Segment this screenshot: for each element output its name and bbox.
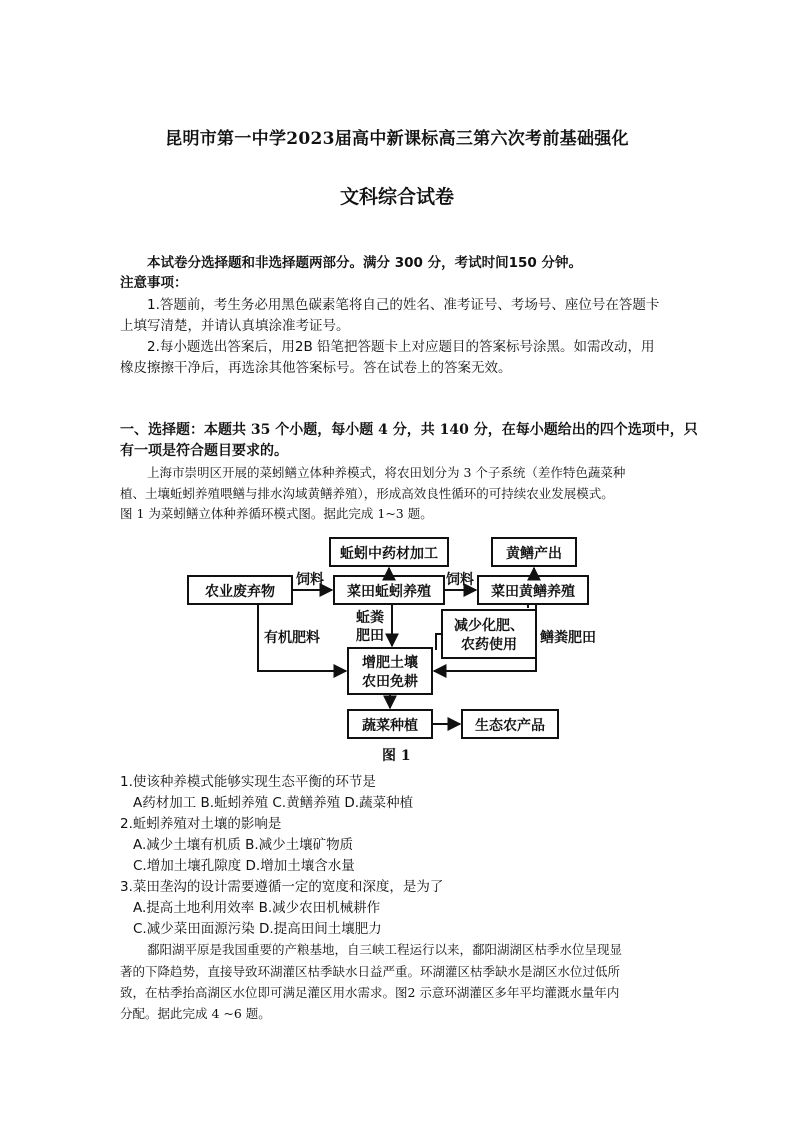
section-1-heading-line-2: 有一项是符合题目要求的。 (120, 443, 288, 459)
note-2-line-1: 2.每小题选出答案后，用2B 铅笔把答题卡上对应题目的答案标号涂黑。如需改动，用 (147, 339, 655, 355)
exam-subtitle: 文科综合试卷 (339, 186, 454, 208)
box-soil-improvement-line-2: 农田免耕 (362, 674, 418, 690)
label-feed-1: 饲料 (296, 572, 324, 588)
box-eco-products (462, 710, 558, 738)
note-1-line-2: 上填写清楚，并请认真填涂准考证号。 (120, 318, 350, 334)
label-eel-dung: 鳝粪肥田 (540, 630, 596, 646)
section-1-heading-line-1: 一、选择题：本题共 35 个小题，每小题 4 分，共 140 分，在每小题给出的四个选项中，只 (120, 422, 698, 438)
box-eel-farming-label: 菜田黄鳝养殖 (491, 584, 575, 600)
passage-1-line-2: 植、土壤蚯蚓养殖喂鳝与排水沟域黄鳝养殖），形成高效良性循环的可持续农业发展模式。 (120, 486, 614, 501)
box-eel-output-label: 黄鳝产出 (506, 546, 562, 562)
label-organic-fertilizer: 有机肥料 (264, 630, 320, 646)
box-reduce-chemicals-line-1: 减少化肥、 (454, 618, 524, 634)
passage-1-line-1: 上海市崇明区开展的菜蚓鳝立体种养模式，将农田划分为 3 个子系统（差作特色蔬菜种 (147, 465, 626, 480)
passage-2-line-1: 鄱阳湖平原是我国重要的产粮基地，自三峡工程运行以来，鄱阳湖湖区枯季水位呈现显 (147, 942, 623, 957)
notes-heading: 注意事项： (120, 275, 188, 291)
question-3-options-line-2: C.减少菜田面源污染 D.提高田间土壤肥力 (133, 921, 382, 937)
box-soil-improvement (348, 648, 432, 694)
box-eel-output (492, 538, 576, 566)
label-worm-dung-line-2: 肥田 (356, 628, 384, 644)
label-worm-dung-line-1: 蚯粪 (356, 610, 384, 626)
figure-1-caption: 图 1 (382, 748, 411, 764)
box-agri-waste-label: 农业废弃物 (205, 584, 275, 600)
exam-title: 昆明市第一中学2023届高中新课标高三第六次考前基础强化 (165, 129, 629, 149)
question-1-options: A药材加工 B.蚯蚓养殖 C.黄鳝养殖 D.蔬菜种植 (133, 795, 414, 811)
passage-2-line-2: 著的下降趋势，直接导致环湖灌区枯季缺水日益严重。环湖灌区枯季缺水是湖区水位过低所 (120, 964, 621, 979)
label-feed-2: 饲料 (446, 572, 474, 588)
question-3-options-line-1: A.提高土地利用效率 B.减少农田机械耕作 (133, 900, 381, 916)
passage-1-line-3: 图 1 为菜蚓鳝立体种养循环模式图。据此完成 1~3 题。 (120, 506, 433, 521)
passage-2-line-3: 致，在枯季抬高湖区水位即可满足灌区用水需求。图2 示意环湖灌区多年平均灌溉水量年内 (120, 985, 620, 1000)
box-eel-farming (478, 576, 588, 604)
question-1-stem: 1.使该种养模式能够实现生态平衡的环节是 (120, 774, 376, 790)
question-2-stem: 2.蚯蚓养殖对土壤的影响是 (120, 816, 282, 832)
box-reduce-chemicals (442, 610, 536, 658)
passage-2-line-4: 分配。据此完成 4 ~6 题。 (120, 1006, 271, 1021)
box-reduce-chemicals-line-2: 农药使用 (461, 637, 517, 653)
figure-1-diagram (180, 530, 600, 745)
question-2-options-line-1: A.减少土壤有机质 B.减少土壤矿物质 (133, 837, 354, 853)
box-worm-farming-label: 菜田蚯蚓养殖 (347, 584, 431, 600)
box-herb-processing-label: 蚯蚓中药材加工 (340, 546, 438, 562)
note-2-line-2: 橡皮擦擦干净后，再选涂其他答案标号。答在试卷上的答案无效。 (120, 360, 512, 376)
box-vegetable-planting-label: 蔬菜种植 (362, 718, 418, 734)
question-2-options-line-2: C.增加土壤孔隙度 D.增加土壤含水量 (133, 858, 355, 874)
box-vegetable-planting (348, 710, 432, 738)
box-soil-improvement-line-1: 增肥土壤 (362, 655, 418, 671)
note-1-line-1: 1.答题前，考生务必用黑色碳素笔将自己的姓名、准考证号、考场号、座位号在答题卡 (147, 297, 660, 313)
box-herb-processing (330, 538, 448, 566)
box-agri-waste (188, 576, 292, 604)
exam-summary: 本试卷分选择题和非选择题两部分。满分 300 分，考试时间150 分钟。 (147, 255, 582, 271)
box-worm-farming (334, 576, 444, 604)
box-eco-products-label: 生态农产品 (475, 718, 545, 734)
question-3-stem: 3.菜田垄沟的设计需要遵循一定的宽度和深度，是为了 (120, 879, 444, 895)
